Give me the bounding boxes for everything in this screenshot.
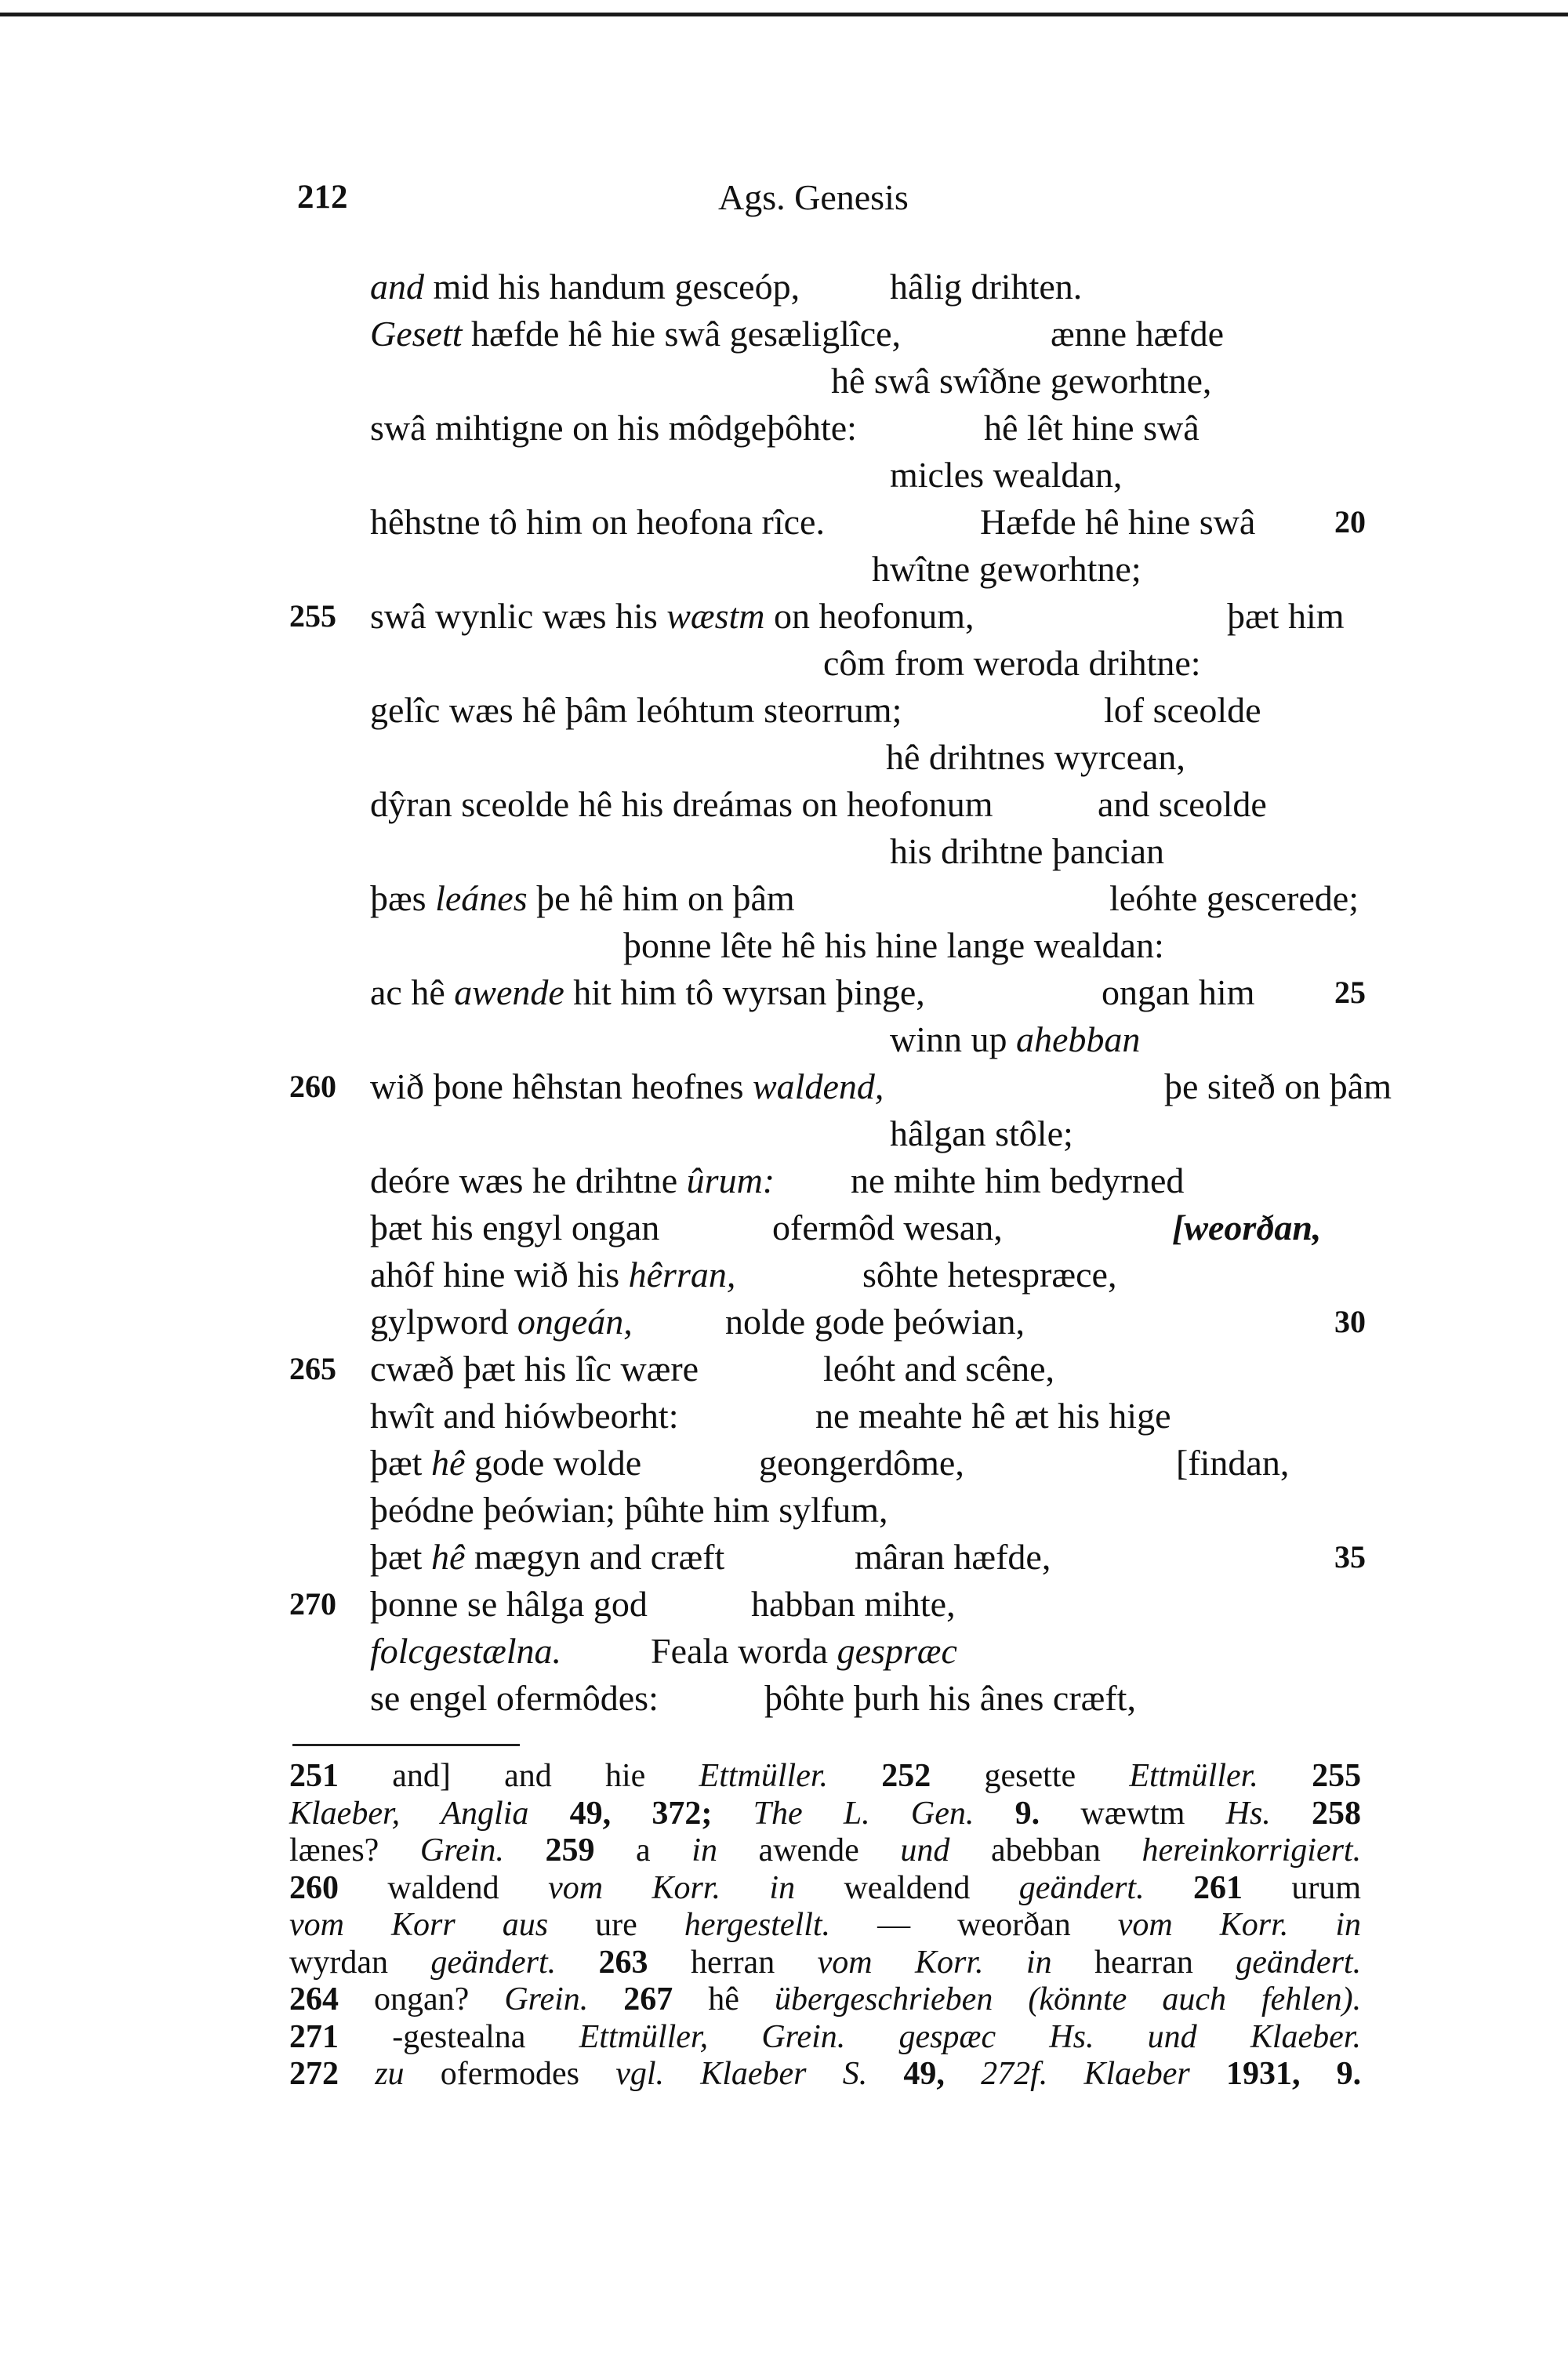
b-verse: Feala worda gespræc [651, 1631, 957, 1671]
verse-line [0, 828, 1568, 875]
verse-line [0, 1393, 1568, 1440]
b-verse: ongan him [1102, 972, 1255, 1012]
verse-line [0, 687, 1568, 734]
b-verse: ne meahte hê æt his hige [815, 1396, 1171, 1436]
b-verse: habban mihte, [751, 1584, 956, 1624]
a-verse: Gesett hæfde hê hie swâ gesæliglîce, [370, 314, 902, 354]
footnote-line: 271 -gestealna Ettmüller, Grein. gespæc Hs. und Klaeber. [289, 2018, 1361, 2055]
footnotes [289, 1758, 1361, 2094]
a-verse: cwæð þæt his lîc wære [370, 1349, 699, 1389]
footnote-line: 251 and] and hie Ettmüller. 252 gesette Ettmüller. 255 [289, 1758, 1362, 1794]
a-verse: folcgestælna. [370, 1631, 562, 1671]
poem-text [0, 263, 1568, 1722]
b-verse: þæt him [1227, 596, 1345, 636]
b-verse: and sceolde [1098, 784, 1267, 824]
verse-line [0, 922, 1568, 969]
verse-line [0, 1063, 1568, 1110]
a-verse: þæs leánes þe hê him on þâm [370, 878, 795, 918]
a-verse: þonne se hâlga god [370, 1584, 648, 1624]
verse-line [0, 875, 1568, 922]
a-verse: þeódne þeówian; þûhte him sylfum, [370, 1490, 888, 1530]
a-verse: dŷran sceolde hê his dreámas on heofonum [370, 784, 993, 824]
verse-line [0, 311, 1568, 358]
b-verse: nolde gode þeówian, [725, 1302, 1025, 1342]
margin-addition: [weorðan, [1172, 1208, 1322, 1248]
a-verse: ahôf hine wið his hêrran, [370, 1255, 736, 1295]
verse-line [0, 1204, 1568, 1251]
verse-line [0, 405, 1568, 452]
b-verse: his drihtne þancian [890, 831, 1165, 871]
verse-line [0, 1675, 1568, 1722]
running-title: Ags. Genesis [718, 177, 909, 217]
line-number: 260 [289, 1069, 336, 1104]
footnote-line: Klaeber, Anglia 49, 372; The L. Gen. 9. wæwtm Hs. 258 [289, 1795, 1362, 1832]
line-count-marker: 25 [1334, 975, 1366, 1010]
b-verse: winn up ahebban [890, 1019, 1141, 1059]
margin-addition: [findan, [1176, 1443, 1290, 1483]
a-verse: gylpword ongeán, [370, 1302, 633, 1342]
verse-line [0, 1016, 1568, 1063]
a-verse: deóre wæs he drihtne ûrum: [370, 1160, 775, 1200]
verse-line [0, 1346, 1568, 1393]
b-verse: ænne hæfde [1051, 314, 1225, 354]
footnote-rule [292, 1744, 520, 1746]
a-verse: gelîc wæs hê þâm leóhtum steorrum; [370, 690, 902, 730]
footnote-line: 272 zu ofermodes vgl. Klaeber S. 49, 272f. Klaeber 1931, 9. [289, 2056, 1362, 2092]
b-verse: lof sceolde [1104, 690, 1261, 730]
verse-line [0, 499, 1568, 546]
verse-line [0, 1581, 1568, 1628]
a-verse: hêhstne tô him on heofona rîce. [370, 502, 825, 542]
verse-line [0, 1487, 1568, 1534]
a-verse: þæt hê gode wolde [370, 1443, 642, 1483]
verse-line [0, 1251, 1568, 1298]
line-number: 265 [289, 1351, 336, 1386]
verse-line [0, 358, 1568, 405]
a-verse: þæt hê mægyn and cræft [370, 1537, 725, 1577]
a-verse: se engel ofermôdes: [370, 1678, 659, 1718]
b-verse: leóhte gescerede; [1109, 878, 1359, 918]
verse-line [0, 1157, 1568, 1204]
b-verse: leóht and scêne, [823, 1349, 1055, 1389]
verse-line [0, 781, 1568, 828]
a-verse: swâ mihtigne on his môdgeþôhte: [370, 408, 857, 448]
line-count-marker: 30 [1334, 1304, 1366, 1339]
verse-line [0, 593, 1568, 640]
verse-line [0, 640, 1568, 687]
footnote-line: vom Korr aus ure hergestellt. — weorðan vom Korr. in [289, 1907, 1362, 1943]
b-verse: þe siteð on þâm [1164, 1066, 1392, 1106]
b-verse: geongerdôme, [759, 1443, 964, 1483]
verse-line [0, 1110, 1568, 1157]
b-verse: hwîtne geworhtne; [872, 549, 1142, 589]
b-verse: micles wealdan, [890, 455, 1123, 495]
verse-line [0, 1440, 1568, 1487]
footnote-line: wyrdan geändert. 263 herran vom Korr. in hearran geändert. [289, 1944, 1362, 1981]
a-verse: ac hê awende hit him tô wyrsan þinge, [370, 972, 925, 1012]
b-verse: hê lêt hine swâ [984, 408, 1200, 448]
line-count-marker: 35 [1334, 1539, 1366, 1574]
b-verse: mâran hæfde, [855, 1537, 1051, 1577]
a-verse: wið þone hêhstan heofnes waldend, [370, 1066, 884, 1106]
b-verse: côm from weroda drihtne: [823, 643, 1201, 683]
b-verse: þonne lête hê his hine lange wealdan: [623, 925, 1164, 965]
b-verse: ofermôd wesan, [772, 1208, 1003, 1248]
a-verse: þæt his engyl ongan [370, 1208, 660, 1248]
footnote-line: 260 waldend vom Korr. in wealdend geändert. 261 urum [289, 1869, 1362, 1906]
b-verse: hâlig drihten. [890, 267, 1083, 307]
b-verse: ne mihte him bedyrned [851, 1160, 1185, 1200]
b-verse: hê swâ swîðne geworhtne, [831, 361, 1212, 401]
verse-line [0, 1534, 1568, 1581]
page-number: 212 [297, 179, 348, 216]
b-verse: þôhte þurh his ânes cræft, [764, 1678, 1136, 1718]
line-count-marker: 20 [1334, 504, 1366, 539]
line-number: 270 [289, 1586, 336, 1622]
footnote-line: 264 ongan? Grein. 267 hê übergeschrieben (könnte auch fehlen). [289, 1981, 1362, 2017]
verse-line [0, 263, 1568, 311]
verse-line [0, 1298, 1568, 1346]
b-verse: Hæfde hê hine swâ [980, 502, 1256, 542]
a-verse: hwît and hiówbeorht: [370, 1396, 679, 1436]
b-verse: hê drihtnes wyrcean, [886, 737, 1185, 777]
b-verse: sôhte hetespræce, [862, 1255, 1117, 1295]
a-verse: and mid his handum gesceóp, [370, 267, 800, 307]
a-verse: swâ wynlic wæs his wæstm on heofonum, [370, 596, 975, 636]
top-rule [0, 13, 1568, 16]
verse-line [0, 969, 1568, 1016]
verse-line [0, 1628, 1568, 1675]
verse-line [0, 452, 1568, 499]
b-verse: hâlgan stôle; [890, 1113, 1073, 1153]
verse-line [0, 546, 1568, 593]
verse-line [0, 734, 1568, 781]
line-number: 255 [289, 598, 336, 634]
footnote-line: lænes? Grein. 259 a in awende und abebban hereinkorrigiert. [289, 1832, 1362, 1869]
